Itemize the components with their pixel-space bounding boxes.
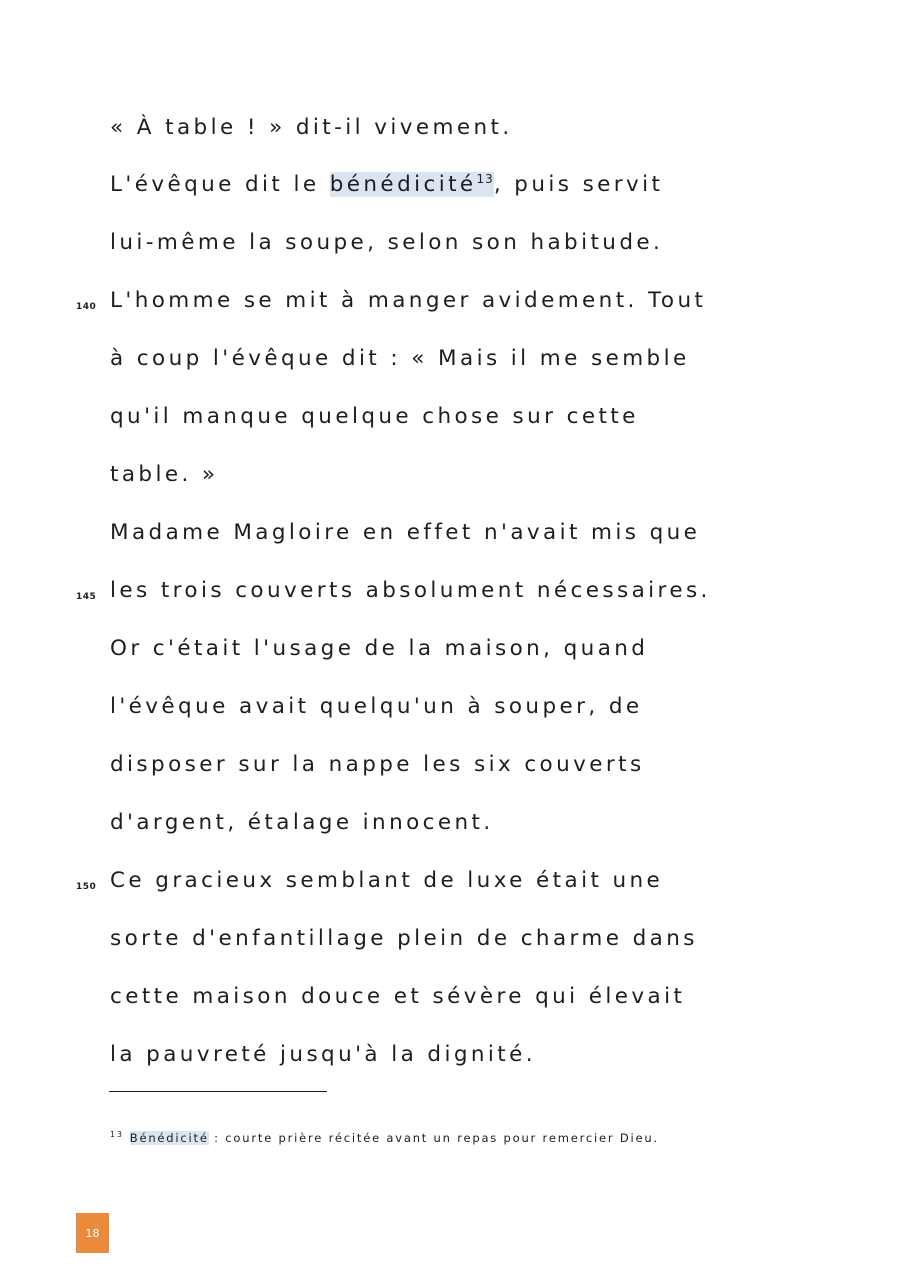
line-2-start: L'évêque dit le (110, 172, 330, 197)
footnote-reference[interactable]: 13 (476, 171, 494, 186)
text-line-11: l'évêque avait quelqu'un à souper, de (110, 694, 643, 719)
line-number-140: 140 (76, 302, 97, 312)
highlighted-term-benedicite[interactable] (330, 172, 494, 197)
footnote-definition: : courte prière récitée avant un repas pour remercier Dieu. (208, 1131, 659, 1145)
page-number: 18 (85, 1226, 100, 1240)
text-line-3: lui-même la soupe, selon son habitude. (110, 230, 664, 255)
page-number-badge (76, 1213, 109, 1253)
text-line-2 (110, 170, 663, 200)
text-line-16: cette maison douce et sévère qui élevait (110, 984, 686, 1009)
text-line-7: table. » (110, 462, 219, 487)
text-line-12: disposer sur la nappe les six couverts (110, 752, 645, 777)
text-line-17: la pauvreté jusqu'à la dignité. (110, 1042, 536, 1067)
line-number-150: 150 (76, 882, 97, 892)
text-line-1: « À table ! » dit-il vivement. (110, 115, 513, 140)
text-line-5: à coup l'évêque dit : « Mais il me semble (110, 346, 690, 371)
text-line-15: sorte d'enfantillage plein de charme dans (110, 926, 698, 951)
footnote-number: 13 (110, 1130, 124, 1140)
footnote-term[interactable]: Bénédicité (129, 1131, 209, 1145)
highlighted-term-text: bénédicité (329, 172, 477, 197)
line-number-145: 145 (76, 592, 97, 602)
text-line-14: Ce gracieux semblant de luxe était une (110, 868, 664, 893)
text-line-6: qu'il manque quelque chose sur cette (110, 404, 639, 429)
text-line-13: d'argent, étalage innocent. (110, 810, 494, 835)
text-line-4: L'homme se mit à manger avidement. Tout (110, 288, 707, 313)
footnote-divider (109, 1091, 327, 1092)
line-2-end: , puis servit (493, 172, 664, 197)
text-line-8: Madame Magloire en effet n'avait mis que (110, 520, 701, 545)
footnote (110, 1128, 659, 1148)
text-line-10: Or c'était l'usage de la maison, quand (110, 636, 649, 661)
text-line-9: les trois couverts absolument nécessaires. (110, 578, 711, 603)
